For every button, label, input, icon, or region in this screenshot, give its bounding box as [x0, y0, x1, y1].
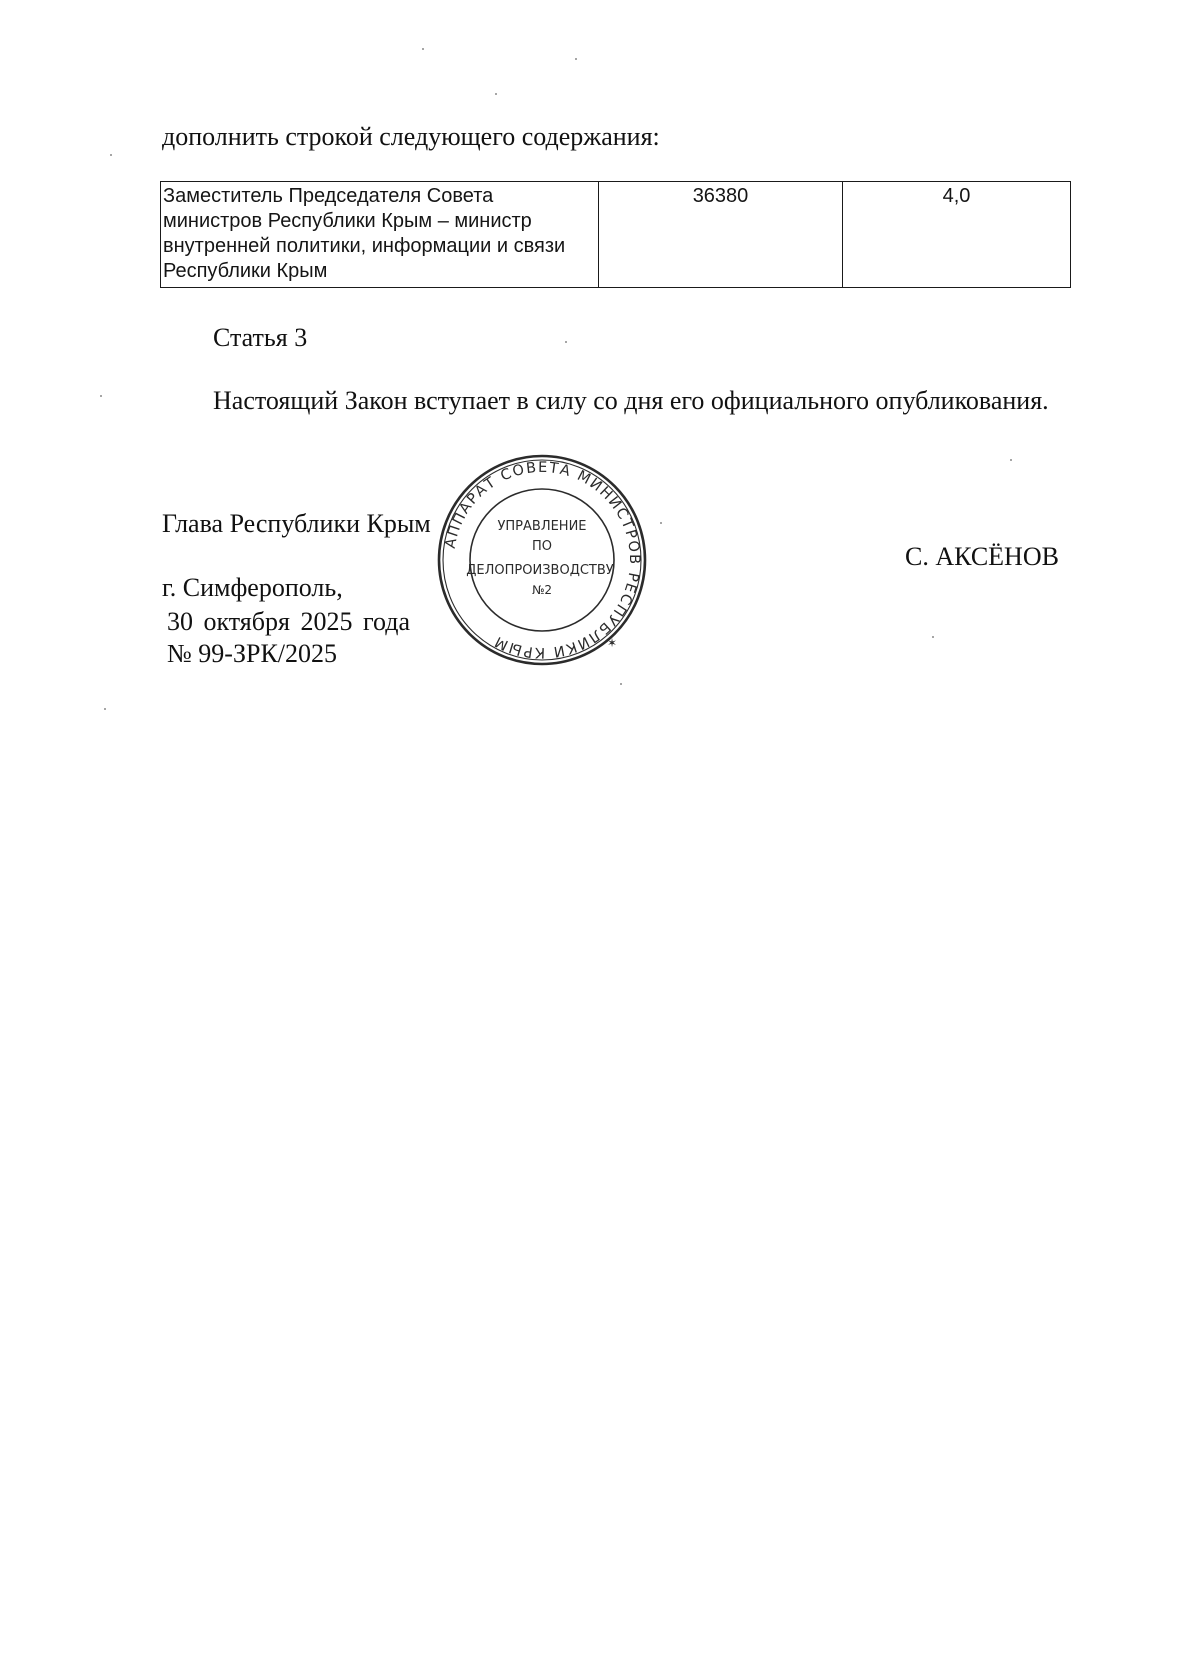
position-line: министров Республики Крым – министр — [163, 210, 532, 232]
scan-speck — [565, 341, 567, 343]
scan-speck — [104, 708, 106, 710]
signing-place: г. Симферополь, — [162, 573, 343, 602]
stamp-graphic — [432, 450, 652, 670]
factor-cell: 4,0 — [843, 182, 1071, 288]
position-line: Заместитель Председателя Совета — [163, 185, 494, 207]
scan-speck — [495, 93, 497, 95]
stamp-center-line: УПРАВЛЕНИЕ — [497, 519, 587, 534]
scan-speck — [100, 395, 102, 397]
position-line: внутренней политики, информации и связи — [163, 235, 566, 257]
position-cell — [161, 182, 599, 288]
stamp-star-icon: ✶ — [607, 636, 618, 650]
signer-name: С. АКСЁНОВ — [905, 542, 1059, 571]
position-table — [160, 181, 1071, 288]
stamp-center — [466, 519, 614, 597]
stamp-outer-text: АППАРАТ СОВЕТА МИНИСТРОВ РЕСПУБЛИКИ КРЫМ — [442, 459, 643, 661]
signing-date: 30 октября 2025 года — [167, 607, 410, 636]
stamp-center-line: №2 — [531, 583, 553, 597]
stamp-center-line: ПО — [531, 539, 553, 554]
scan-speck — [575, 58, 577, 60]
scan-speck — [620, 683, 622, 685]
article-heading: Статья 3 — [213, 323, 308, 352]
law-number: № 99-ЗРК/2025 — [167, 639, 338, 668]
scan-speck — [660, 522, 662, 524]
scan-speck — [422, 48, 424, 50]
position-line: Республики Крым — [163, 260, 328, 282]
article-text: Настоящий Закон вступает в силу со дня его официального опубликования. — [213, 386, 1049, 415]
scan-speck — [1010, 459, 1012, 461]
scan-speck — [932, 636, 934, 638]
stamp-center-line: ДЕЛОПРОИЗВОДСТВУ — [466, 563, 614, 578]
intro-text: дополнить строкой следующего содержания: — [162, 122, 660, 151]
signer-title: Глава Республики Крым — [162, 509, 431, 538]
table-row — [161, 182, 1071, 288]
official-seal-stamp — [432, 450, 652, 670]
stamp-rings — [439, 456, 645, 664]
number-cell: 36380 — [599, 182, 843, 288]
scan-speck — [110, 154, 112, 156]
